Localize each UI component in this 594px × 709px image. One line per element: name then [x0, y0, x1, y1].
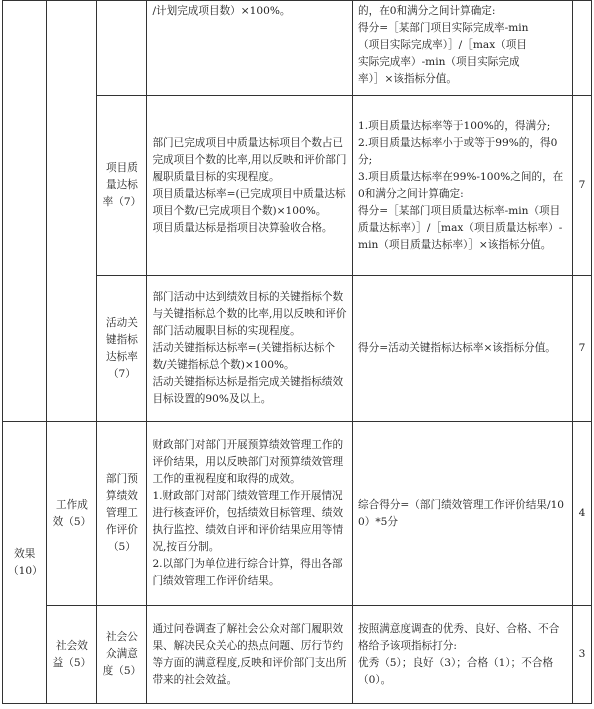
- definition-paragraph: 部门活动中达到绩效目标的关键指标个数与关键指标总个数的比率,用以反映和评价部门活动履职目标的实现程度。: [152, 291, 347, 337]
- definition-line: /计划完成项目数）×100%。: [152, 5, 291, 17]
- table-row: [3, 606, 592, 704]
- scoring-paragraph: 得分=活动关键指标达标率×该指标分值。: [358, 342, 556, 354]
- scoring-paragraph: 按照满意度调查的优秀、良好、合格、不合格给予该项指标打分:: [358, 622, 560, 652]
- scoring-cell: [353, 1, 573, 96]
- definition-paragraph: 项目质量达标率=(已完成项目中质量达标项目个数/已完成项目个数)×100%。: [152, 187, 346, 217]
- scoring-line: 的，在0和满分之间计算确定:: [358, 5, 496, 17]
- definition-paragraph: 财政部门对部门开展预算绩效管理工作的评价结果，用以反映部门对预算绩效管理工作的重视程度和取得的成效。: [152, 439, 344, 485]
- definition-cell: [147, 96, 353, 276]
- scoring-line: 实际完成率）-min（项目实际完成: [358, 56, 520, 68]
- score-cell: 7: [573, 276, 592, 422]
- scoring-paragraph: 优秀（5）；良好（3）；合格（1）；不合格（0）。: [358, 656, 554, 686]
- scoring-line: 得分=［某部门项目实际完成率-min: [358, 22, 529, 34]
- subcategory-cell: 社会效益（5）: [47, 606, 97, 704]
- scoring-paragraph: 综合得分=（部门绩效管理工作评价结果/100）*5分: [358, 498, 565, 528]
- indicator-cell: 活动关键指标达标率（7）: [97, 276, 147, 422]
- category-cell-empty: [3, 1, 47, 422]
- definition-cell: [147, 1, 353, 96]
- scoring-paragraph: 1.项目质量达标率等于100%的，得满分;: [358, 119, 551, 132]
- indicator-cell: [97, 1, 147, 96]
- scoring-cell: [353, 422, 573, 606]
- table-row: [3, 1, 592, 96]
- definition-paragraph: 通过问卷调查了解社会公众对部门履职效果、解决民众关心的热点问题、厉行节约等方面的满意程度,反映和评价部门支出所带来的社会效益。: [152, 622, 347, 686]
- scoring-paragraph: 2.项目质量达标率小于或等于99%的，得0分;: [358, 136, 558, 166]
- score-cell: 4: [573, 422, 592, 606]
- definition-paragraph: 部门已完成项目中质量达标项目个数占已完成项目个数的比率,用以反映和评价部门履职质量目标的实现程度。: [152, 136, 347, 183]
- scoring-cell: [353, 96, 573, 276]
- indicator-cell: 项目质量达标率（7）: [97, 96, 147, 276]
- definition-cell: [147, 276, 353, 422]
- indicator-cell: 部门预算绩效管理工作评价（5）: [97, 422, 147, 606]
- category-cell: 效果（10）: [3, 422, 47, 704]
- indicator-cell: 社会公众满意度（5）: [97, 606, 147, 704]
- definition-paragraph: 1.财政部门对部门绩效管理工作开展情况进行核查评价，包括绩效目标管理、绩效执行监控、绩效自评和评价结果应用等情况,按百分制。: [152, 490, 344, 553]
- definition-cell: [147, 422, 353, 606]
- table-row: [3, 422, 592, 606]
- definition-paragraph: 项目质量达标是指项目决算验收合格。: [152, 221, 333, 234]
- scoring-line: （项目实际完成率）］/［max（项目: [358, 39, 527, 51]
- definition-cell: [147, 606, 353, 704]
- score-cell: 7: [573, 96, 592, 276]
- definition-paragraph: 活动关键指标达标率=(关键指标达标个数/关键指标总个数)×100%。: [152, 342, 335, 371]
- score-cell: 3: [573, 606, 592, 704]
- scoring-line: 率）］×该指标分值。: [358, 73, 457, 85]
- definition-paragraph: 活动关键指标达标是指完成关键指标绩效目标设置的90%及以上。: [152, 376, 344, 405]
- scoring-paragraph: 3.项目质量达标率在99%-100%之间的，在0和满分之间计算确定:: [358, 170, 564, 200]
- subcategory-cell-empty: [47, 1, 97, 422]
- subcategory-cell: 工作成效（5）: [47, 422, 97, 606]
- scoring-cell: [353, 276, 573, 422]
- scoring-paragraph: 得分=［某部门项目质量达标率-min（项目质量达标率）］/［max（项目质量达标率）-min（项目质量达标率）］×该指标分值。: [358, 204, 563, 251]
- score-cell: [573, 1, 592, 96]
- performance-evaluation-table: [2, 0, 592, 704]
- definition-paragraph: 2.以部门为单位进行综合计算，得出各部门绩效管理工作评价结果。: [152, 558, 343, 587]
- scoring-cell: [353, 606, 573, 704]
